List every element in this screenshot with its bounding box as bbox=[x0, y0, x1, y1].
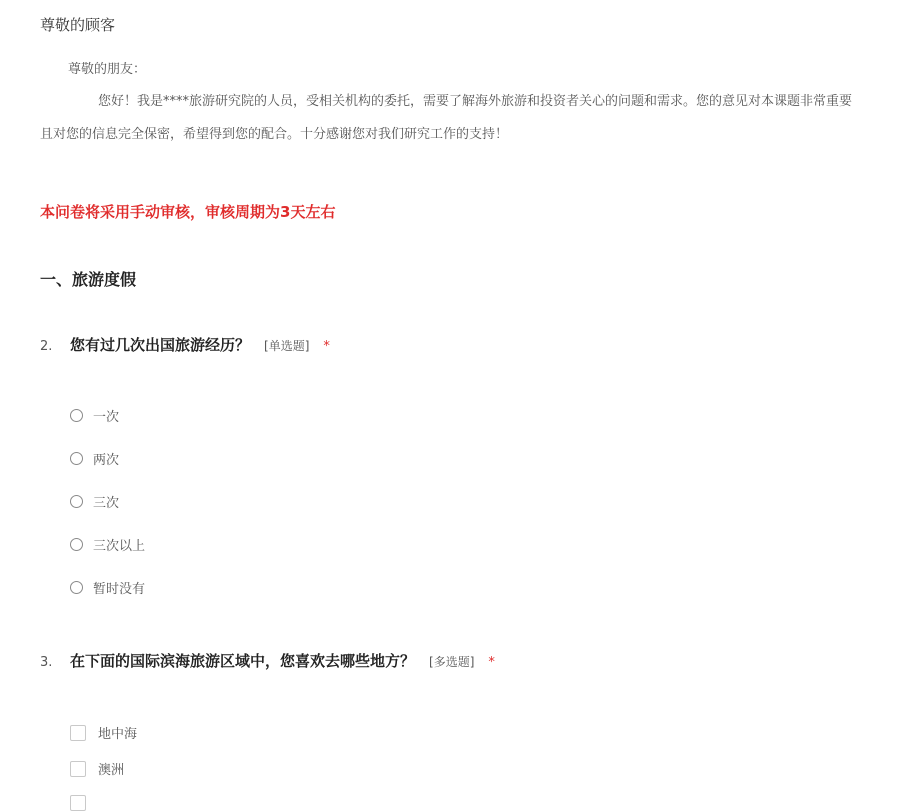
required-marker: * bbox=[488, 655, 495, 670]
option-label: 三次以上 bbox=[93, 539, 146, 554]
option-label: 暂时没有 bbox=[93, 582, 146, 597]
radio-button[interactable] bbox=[70, 581, 83, 594]
intro-text-line-2: 且对您的信息完全保密，希望得到您的配合。十分感谢您对我们研究工作的支持！ bbox=[40, 127, 509, 142]
survey-greeting: 尊敬的顾客 bbox=[40, 16, 116, 34]
salutation: 尊敬的朋友： bbox=[68, 62, 147, 77]
checkbox-option-partial[interactable] bbox=[70, 795, 86, 811]
radio-button[interactable] bbox=[70, 495, 83, 508]
question-title: 在下面的国际滨海旅游区域中，您喜欢去哪些地方？ bbox=[70, 652, 416, 670]
checkbox-option-mediterranean[interactable] bbox=[70, 723, 137, 742]
option-label: 澳洲 bbox=[98, 763, 125, 778]
review-notice: 本问卷将采用手动审核，审核周期为3天左右 bbox=[40, 203, 336, 221]
radio-option-three-times[interactable] bbox=[70, 492, 119, 511]
question-type-badge: [多选题] bbox=[429, 655, 475, 669]
question-type-badge: [单选题] bbox=[264, 339, 310, 353]
required-marker: * bbox=[323, 339, 330, 354]
option-label: 三次 bbox=[93, 496, 120, 511]
question-number: 2. bbox=[40, 339, 53, 354]
radio-option-more-than-three[interactable] bbox=[70, 535, 145, 554]
option-label: 两次 bbox=[93, 453, 120, 468]
question-title: 您有过几次出国旅游经历？ bbox=[70, 336, 251, 354]
radio-button[interactable] bbox=[70, 409, 83, 422]
question-3-header bbox=[40, 650, 495, 671]
intro-text-line-1: 您好！我是****旅游研究院的人员，受相关机构的委托，需要了解海外旅游和投资者关心的问题和需求。您的意见对本课题非常重要 bbox=[98, 94, 853, 109]
section-title: 一、旅游度假 bbox=[40, 270, 137, 289]
checkbox-option-australia[interactable] bbox=[70, 759, 124, 778]
radio-option-none-yet[interactable] bbox=[70, 578, 145, 597]
radio-button[interactable] bbox=[70, 452, 83, 465]
checkbox[interactable] bbox=[70, 761, 86, 777]
question-number: 3. bbox=[40, 655, 53, 670]
option-label: 一次 bbox=[93, 410, 120, 425]
radio-option-once[interactable] bbox=[70, 406, 119, 425]
checkbox[interactable] bbox=[70, 725, 86, 741]
option-label: 地中海 bbox=[98, 727, 138, 742]
checkbox[interactable] bbox=[70, 795, 86, 811]
radio-button[interactable] bbox=[70, 538, 83, 551]
radio-option-twice[interactable] bbox=[70, 449, 119, 468]
question-2-header bbox=[40, 334, 330, 355]
